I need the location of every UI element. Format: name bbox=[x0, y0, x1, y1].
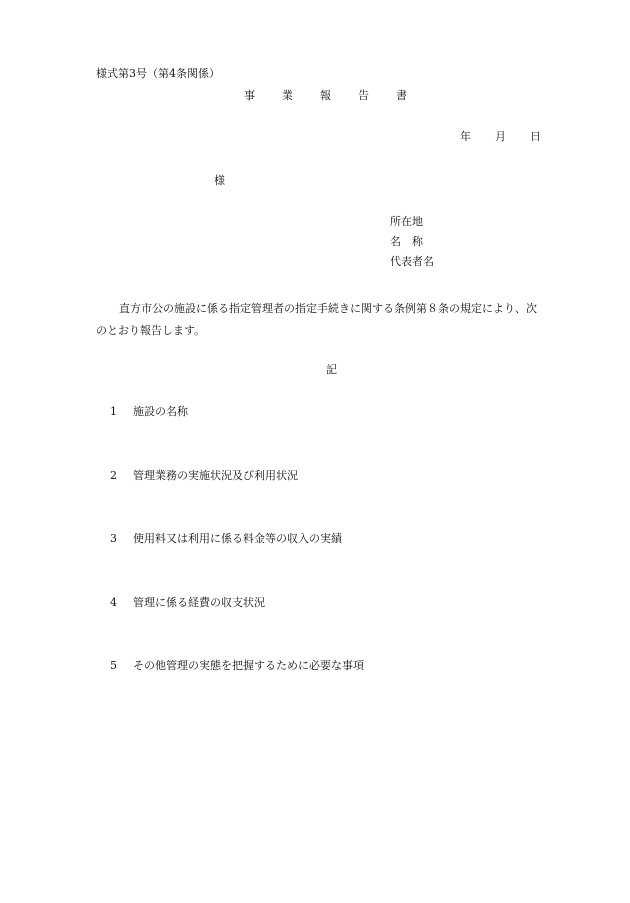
document-title bbox=[244, 88, 407, 104]
sender-address-label: 所在地 bbox=[390, 215, 423, 228]
list-item bbox=[110, 468, 298, 484]
item-number: 1 bbox=[110, 405, 117, 418]
list-item bbox=[110, 531, 342, 547]
sender-name-label: 名 称 bbox=[390, 235, 423, 248]
item-number: 4 bbox=[110, 596, 117, 609]
form-number: 様式第3号（第4条関係） bbox=[96, 67, 220, 80]
item-text: 管理に係る経費の収支状況 bbox=[133, 596, 265, 609]
title-char: 報 bbox=[320, 89, 331, 102]
ki-heading: 記 bbox=[326, 363, 337, 376]
list-item bbox=[110, 658, 364, 674]
title-char: 書 bbox=[396, 89, 407, 102]
body-line-2: のとおり報告します。 bbox=[96, 324, 206, 337]
sender-block bbox=[390, 214, 434, 274]
addressee-suffix: 様 bbox=[214, 174, 225, 187]
item-text: 使用料又は利用に係る料金等の収入の実績 bbox=[133, 532, 342, 545]
title-char: 事 bbox=[244, 89, 255, 102]
list-item bbox=[110, 404, 188, 420]
title-char: 業 bbox=[282, 89, 293, 102]
date-month: 月 bbox=[495, 130, 506, 143]
item-number: 2 bbox=[110, 469, 117, 482]
item-number: 3 bbox=[110, 532, 117, 545]
body-paragraph bbox=[96, 298, 571, 342]
list-item bbox=[110, 595, 265, 611]
item-number: 5 bbox=[110, 659, 117, 672]
sender-representative-label: 代表者名 bbox=[390, 255, 434, 268]
title-char: 告 bbox=[358, 89, 369, 102]
body-line-1: 直方市公の施設に係る指定管理者の指定手続きに関する条例第８条の規定により、次 bbox=[119, 302, 537, 315]
date-year: 年 bbox=[460, 130, 471, 143]
item-text: 管理業務の実施状況及び利用状況 bbox=[133, 469, 298, 482]
date-day: 日 bbox=[530, 130, 541, 143]
item-text: 施設の名称 bbox=[133, 405, 188, 418]
date-line bbox=[460, 129, 541, 145]
item-text: その他管理の実態を把握するために必要な事項 bbox=[133, 659, 364, 672]
